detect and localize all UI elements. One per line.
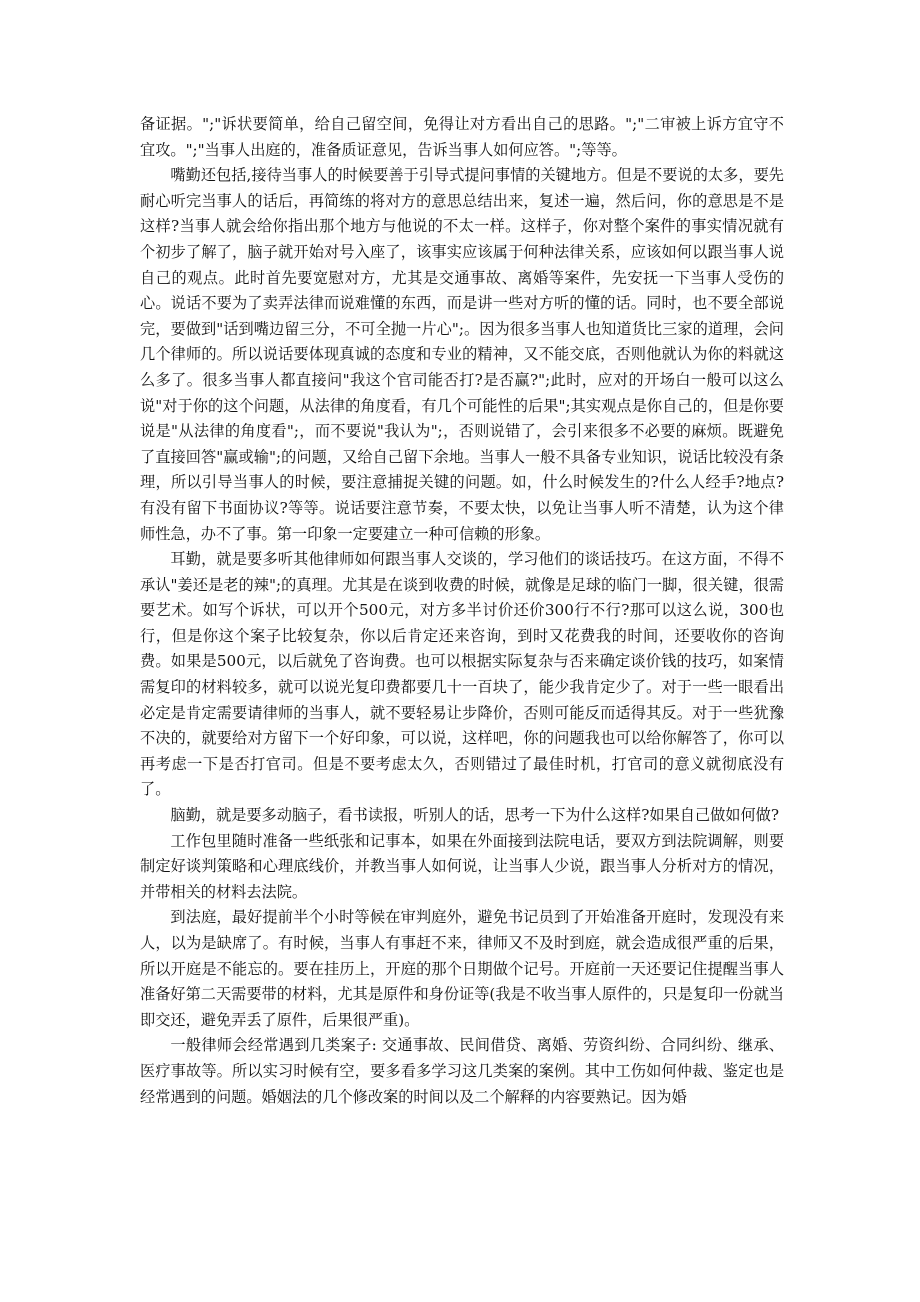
document-body xyxy=(140,112,784,1110)
paragraph-brain-diligence: 脑勤，就是要多动脑子，看书读报，听别人的话，思考一下为什么这样?如果自己做如何做? xyxy=(170,806,779,825)
paragraph-mouth-diligence: 嘴勤还包括,接待当事人的时候要善于引导式提问事情的关键地方。但是不要说的太多，要先耐心听完当事人的话后，再简练的将对方的意思总结出来，复述一遍，然后问，你的意思是不是这样?当事人就会给你指出那个地方与他说的不太一样。这样子，你对整个案件的事实情况就有个初步了解了，脑子就开始对号入座了，该事实应该属于何种法律关系，应该如何以跟当事人说自己的观点。此时首先要宽慰对方，尤其是交通事故、离婚等案件，先安抚一下当事人受伤的心。说话不要为了卖弄法律而说难懂的东西，而是讲一些对方听的懂的话。同时，也不要全部说完，要做到"话到嘴边留三分，不可全抛一片心";。因为很多当事人也知道货比三家的道理，会问几个律师的。所以说话要体现真诚的态度和专业的精神，又不能交底，否则他就认为你的料就这么多了。很多当事人都直接问"我这个官司能否打?是否赢?";此时，应对的开场白一般可以这么说"对于你的这个问题，从法律的角度看，有几个可能性的后果";其实观点是你自己的，但是你要说是"从法律的角度看";，而不要说"我认为";，否则说错了，会引来很多不必要的麻烦。既避免了直接回答"赢或输";的问题，又给自己留下余地。当事人一般不具备专业知识，说话比较没有条理，所以引导当事人的时候，要注意捕捉关键的问题。如，什么时候发生的?什么人经手?地点?有没有留下书面协议?等等。说话要注意节奏，不要太快，以免让当事人听不清楚，认为这个律师性急，办不了事。第一印象一定要建立一种可信赖的形象。 xyxy=(140,166,784,543)
paragraph-ear-diligence: 耳勤，就是要多听其他律师如何跟当事人交谈的，学习他们的谈话技巧。在这方面，不得不承认"姜还是老的辣";的真理。尤其是在谈到收费的时候，就像是足球的临门一脚，很关键，很需要艺术。如写个诉状，可以开个500元，对方多半讨价还价300行不行?那可以这么说，300也行，但是你这个案子比较复杂，你以后肯定还来咨询，到时又花费我的时间，还要收你的咨询费。如果是500元，以后就免了咨询费。也可以根据实际复杂与否来确定谈价钱的技巧，如案情需复印的材料较多，就可以说光复印费都要几十一百块了，能少我肯定少了。对于一些一眼看出必定是肯定需要请律师的当事人，就不要轻易让步降价，否则可能反而适得其反。对于一些犹豫不决的，就要给对方留下一个好印象，可以说，这样吧，你的问题我也可以给你解答了，你可以再考虑一下是否打官司。但是不要考虑太久，否则错过了最佳时机，打官司的意义就彻底没有了。 xyxy=(140,550,784,799)
paragraph-work-bag: 工作包里随时准备一些纸张和记事本，如果在外面接到法院电话，要双方到法院调解，则要制定好谈判策略和心理底线价，并教当事人如何说，让当事人少说，跟当事人分析对方的情况，并带相关的材料去法院。 xyxy=(140,831,784,901)
paragraph-case-types: 一般律师会经常遇到几类案子: 交通事故、民间借贷、离婚、劳资纠纷、合同纠纷、继承、医疗事故等。所以实习时候有空，要多看多学习这几类案的案例。其中工伤如何仲裁、鉴定也是经常遇到的问题。婚姻法的几个修改案的时间以及二个解释的内容要熟记。因为婚 xyxy=(140,1036,784,1106)
paragraph-court: 到法庭，最好提前半个小时等候在审判庭外，避免书记员到了开始准备开庭时，发现没有来人，以为是缺席了。有时候，当事人有事赶不来，律师又不及时到庭，就会造成很严重的后果，所以开庭是不能忘的。要在挂历上，开庭的那个日期做个记号。开庭前一天还要记住提醒当事人准备好第二天需要带的材料，尤其是原件和身份证等(我是不收当事人原件的，只是复印一份就当即交还，避免弄丢了原件，后果很严重)。 xyxy=(140,908,784,1029)
paragraph-continuation: 备证据。";"诉状要简单，给自己留空间，免得让对方看出自己的思路。";"二审被上诉方宜守不宜攻。";"当事人出庭的，准备质证意见，告诉当事人如何应答。";等等。 xyxy=(140,115,784,159)
